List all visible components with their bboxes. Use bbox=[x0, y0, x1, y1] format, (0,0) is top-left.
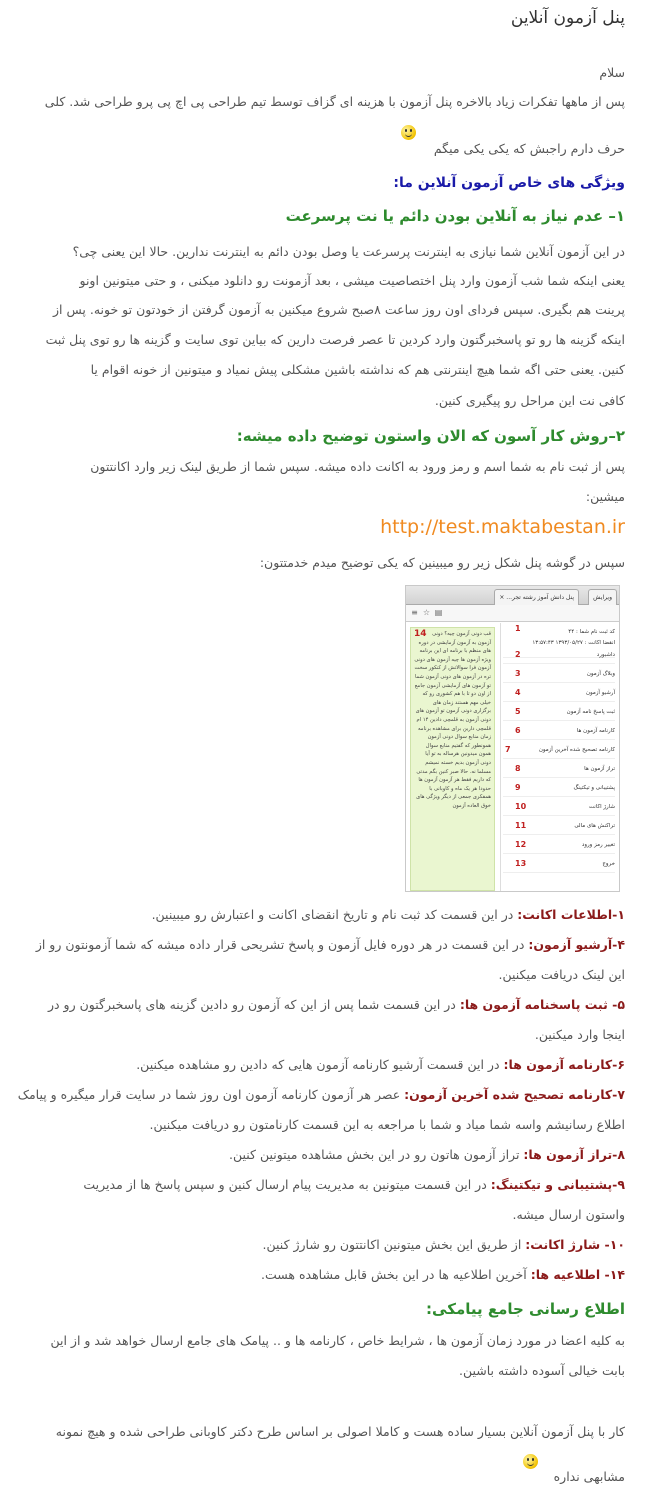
sms-heading: اطلاع رسانی جامع پیامکی: bbox=[426, 1300, 625, 1318]
section1-line: کنین. یعنی حتی اگه شما هیچ اینترنتی هم که نداشته باشین مشکلی پیش نمیاد و میتونین از خونه اقوام یا bbox=[90, 362, 625, 377]
item-7-cont: اطلاع رسانیشم واسه شما میاد و شما با مراجعه به این قسمت کارنامتون رو دریافت میکنین. bbox=[149, 1117, 625, 1132]
item-7: ۷-کارنامه تصحیح شده آخرین آزمون: عصر هر آزمون کارنامه آزمون اون روز شما در سایت قرار میگیره و پیامک bbox=[17, 1087, 625, 1102]
browser-tab: پنل دانش آموز رشته تجر... × bbox=[494, 589, 579, 605]
smiley-icon bbox=[523, 1454, 538, 1469]
item-6: ۶-کارنامه آزمون ها: در این قسمت آرشیو کارنامه آزمون هایی که دادین رو مشاهده میکنین. bbox=[136, 1057, 625, 1072]
news-panel: 14 قب دونی آزمون چیه؟ دونی آزمون به آزمون آزمایشی در دوره های منظم با برنامه ای این برنامه ویژه آزمون ها چیه آزمون های دونی آزمون فرا سوالاتش از کنکور سخت تره در آزمون های دونی آزمون شما تو آزمون های آزمایشی آزمون جامع از اون دو تا با هم کشوری رو که خیلی مهم هستند زمان های برگزاری دونی آزمون تو آزمون های دونی آزمون به قلمچی دادین ۱۴ ام قلمچی دارین برای مشاهده برنامه زمان منابع سوال دونی آزمون همونطور که گفتیم منابع سوال همون میدونین هرساله به تو آیا دونی آزمون بدیم خسته نمیشم مسلما نه. حالا صبر کنین بگم مدتی که داریم فقط هر آزمون آزمون ها حدودا هر یک ماه و کاوبانی با همفکری جمعی از دیگر ویژگی های خوق العاده آزمون bbox=[410, 627, 495, 891]
section1-line: پرینت هم بگیری. سپس فردای اون روز ساعت ۸صبح شروع میکنین به آزمون گرفتن از خودتون تو خونه. پس از bbox=[53, 302, 625, 317]
item-14: ۱۴- اطلاعیه ها: آخرین اطلاعیه ها در این بخش قابل مشاهده هست. bbox=[261, 1267, 625, 1282]
section1-line: یعنی اینکه شما شب آزمون وارد پنل اختصاصیت میشی ، بعد آزمونت رو دانلود میکنی ، و حتی میتونین اونو bbox=[79, 273, 625, 288]
section2-line-1: پس از ثبت نام به شما اسم و رمز ورود به اکانت داده میشه. سپس شما از طریق لینک زیر وارد اکانتتون bbox=[90, 459, 625, 474]
item-5: ۵- ثبت پاسخنامه آزمون ها: در این قسمت شما پس از این که آزمون رو دادین گزینه های پاسخبرگتون رو در bbox=[47, 997, 625, 1012]
section2-line-2: میشین: bbox=[585, 489, 625, 504]
browser-tab: ویرایش bbox=[588, 589, 617, 605]
greeting: سلام bbox=[599, 65, 625, 80]
section1-line: کافی نت این مراحل رو پیگیری کنین. bbox=[434, 393, 625, 408]
features-heading: ویژگی های خاص آزمون آنلاین ما: bbox=[393, 175, 625, 191]
menu-item: خروج 13 bbox=[503, 856, 615, 873]
section1-line: در این آزمون آنلاین شما نیازی به اینترنت پرسرعت یا وصل بودن دائم به اینترنت ندارین. حالا این یعنی چی؟ bbox=[72, 244, 625, 259]
section2-heading: ۲–روش کار آسون که الان واستون توضیح داده میشه: bbox=[236, 427, 625, 445]
menu-item: تراز آزمون ها 8 bbox=[503, 761, 615, 778]
closing-line-2: مشابهی نداره bbox=[553, 1469, 625, 1484]
section1-heading: ۱– عدم نیاز به آنلاین بودن دائم یا نت پرسرعت bbox=[285, 207, 625, 225]
sms-line-1: به کلیه اعضا در مورد زمان آزمون ها ، شرایط خاص ، کارنامه ها و .. پیامک های جامع ارسال خواهد شد و از این bbox=[50, 1333, 625, 1348]
menu-item: پشتیبانی و تیکتینگ 9 bbox=[503, 780, 615, 797]
item-9: ۹-پشتیبانی و تیکتینگ: در این قسمت میتونین به مدیریت پیام ارسال کنین و سپس پاسخ ها از مدیریت bbox=[83, 1177, 625, 1192]
item-9-cont: واستون ارسال میشه. bbox=[512, 1207, 625, 1222]
page-title: پنل آزمون آنلاین bbox=[510, 8, 625, 28]
item-4-cont: این لینک دریافت میکنین. bbox=[498, 967, 625, 982]
browser-tab-bar bbox=[406, 586, 619, 605]
panel-screenshot bbox=[405, 585, 620, 892]
sms-line-2: بابت خیالی آسوده داشته باشین. bbox=[459, 1363, 625, 1378]
menu-item: آرشیو آزمون 4 bbox=[503, 685, 615, 702]
menu-icon: ≡ bbox=[411, 608, 418, 617]
menu-item: داشبورد 2 bbox=[503, 647, 615, 664]
smiley-icon bbox=[401, 125, 416, 140]
intro-line-1: پس از ماهها تفکرات زیاد بالاخره پنل آزمون با هزینه ای گزاف توسط تیم طراحی پی اچ پی پرو طراحی شد. کلی bbox=[44, 94, 625, 109]
item-8: ۸-تراز آزمون ها: تراز آزمون هاتون رو در این بخش مشاهده میتونین کنین. bbox=[229, 1147, 625, 1162]
menu-item: ثبت پاسخ نامه آزمون 5 bbox=[503, 704, 615, 721]
intro-line-2: حرف دارم راجبش که یکی یکی میگم bbox=[433, 141, 625, 156]
menu-item: تغییر رمز ورود 12 bbox=[503, 837, 615, 854]
item-5-cont: اینجا وارد میکنین. bbox=[534, 1027, 625, 1042]
item-1: ۱-اطلاعات اکانت: در این قسمت کد ثبت نام و تاریخ انقضای اکانت و اعتبارش رو میبینین. bbox=[151, 907, 625, 922]
panel-link[interactable]: http://test.maktabestan.ir bbox=[380, 516, 625, 538]
menu-item: تراکنش های مالی 11 bbox=[503, 818, 615, 835]
item-4: ۴-آرشیو آزمون: در این قسمت در هر دوره فایل آزمون و پاسخ تشریحی قرار داده میشه که شما آزمونتون رو از bbox=[35, 937, 625, 952]
menu-item: کارنامه آزمون ها 6 bbox=[503, 723, 615, 740]
account-info: کد ثبت نام شما : ۴۴ انقضا اکانت : ۱۳۹۳/۰۵/۲۷ ۱۳:۵۷:۴۳ 1 bbox=[503, 623, 615, 658]
menu-item: وبلاگ آزمون 3 bbox=[503, 666, 615, 683]
menu-item: شارژ اکانت 10 bbox=[503, 799, 615, 816]
item-10: ۱۰- شارژ اکانت: از طریق این بخش میتونین اکانتتون رو شارژ کنین. bbox=[262, 1237, 625, 1252]
menu-item: کارنامه تصحیح شده آخرین آزمون 7 bbox=[503, 742, 615, 759]
closing-line-1: کار با پنل آزمون آنلاین بسیار ساده هست و کاملا اصولی بر اساس طرح دکتر کاوبانی طراحی شده و هیچ نمونه bbox=[55, 1424, 625, 1439]
star-icon: ☆ bbox=[422, 608, 431, 617]
browser-toolbar bbox=[406, 605, 619, 622]
page-icon: ▤ bbox=[434, 608, 443, 617]
section2-line-3: سپس در گوشه پنل شکل زیر رو میبینین که یکی توضیح میدم خدمتتون: bbox=[259, 555, 625, 570]
section1-line: اینکه گزینه ها رو تو پاسخبرگتون وارد کردین تا عصر فرصت دارین که بیاین توی سایت و گزینه ها رو توی پنل ثبت bbox=[45, 332, 625, 347]
panel-menu bbox=[500, 623, 619, 891]
